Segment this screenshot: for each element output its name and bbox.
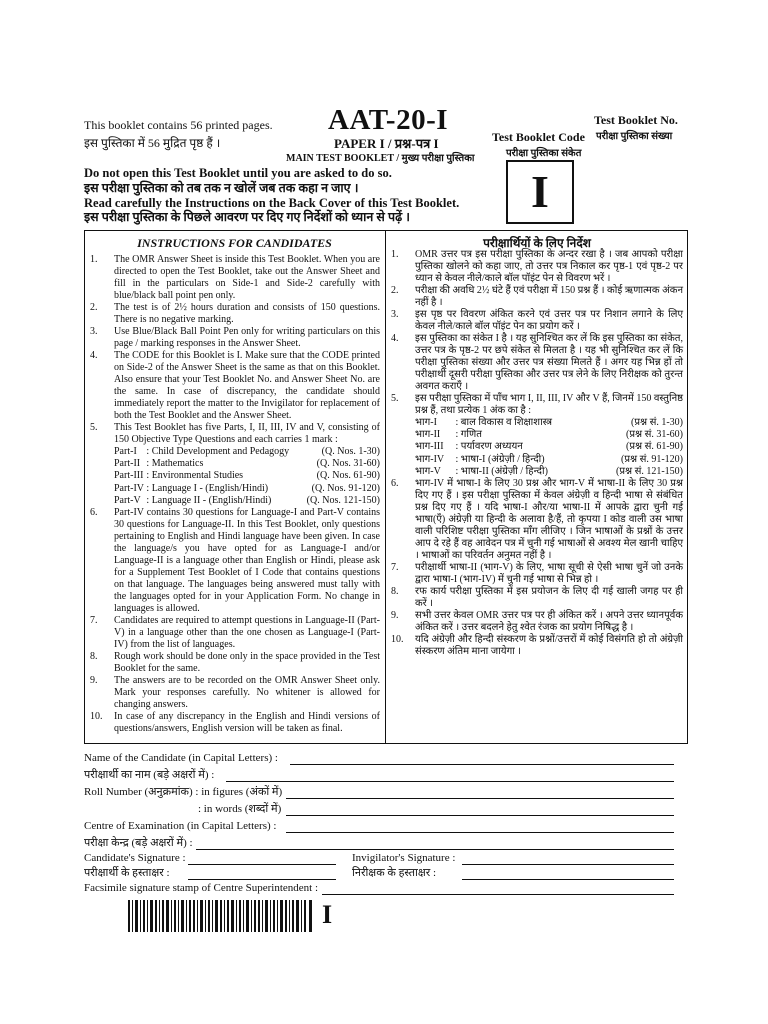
booklet-number-label-hi: परीक्षा पुस्तिका संख्या bbox=[596, 131, 673, 142]
instruction-item: 9. सभी उत्तर केवल OMR उत्तर पत्र पर ही अंकित करें । अपने उत्तर ध्यानपूर्वक अंकित करें । उत्तर बदलने हेतु श्वेत रंजक का प्रयोग निषिद्ध है । bbox=[391, 610, 683, 634]
candidate-signature-field[interactable] bbox=[188, 864, 336, 865]
invigilator-signature-label-en: Invigilator's Signature : bbox=[352, 852, 456, 864]
roll-number-words-label: : in words (शब्दों में) bbox=[198, 803, 282, 815]
column-divider bbox=[385, 230, 386, 744]
warning-line: Read carefully the Instructions on the Back Cover of this Test Booklet. bbox=[84, 195, 460, 210]
instructions-list-hi bbox=[387, 249, 683, 658]
table-row: भाग-IV : भाषा-I (अंग्रेज़ी / हिन्दी) (प्रश्न सं. 91-120) bbox=[415, 453, 683, 465]
invigilator-signature-hi-field[interactable] bbox=[462, 879, 674, 880]
warning-block bbox=[84, 166, 459, 225]
table-row: Part-III : Environmental Studies (Q. Nos. 61-90) bbox=[114, 470, 380, 482]
table-row: भाग-V : भाषा-II (अंग्रेज़ी / हिन्दी) (प्रश्न सं. 121-150) bbox=[415, 465, 683, 477]
paper-label: PAPER I / प्रश्न-पत्र I bbox=[334, 136, 439, 151]
invigilator-signature-label-hi: निरीक्षक के हस्ताक्षर : bbox=[352, 867, 437, 879]
candidate-name-hi-field[interactable] bbox=[226, 781, 674, 782]
table-row: Part-IV : Language I - (English/Hindi) (Q. Nos. 91-120) bbox=[114, 482, 380, 494]
booklet-code-label-en: Test Booklet Code bbox=[492, 130, 585, 144]
instructions-heading-hi: परीक्षार्थियों के लिए निर्देश bbox=[483, 236, 591, 250]
table-row: भाग-I : बाल विकास व शिक्षाशास्त्र (प्रश्न सं. 1-30) bbox=[415, 417, 683, 428]
candidate-name-label-en: Name of the Candidate (in Capital Letters) : bbox=[84, 752, 278, 764]
instruction-item: 8. Rough work should be done only in the space provided in the Test Booklet for the same. bbox=[90, 651, 380, 675]
exam-code-title: AAT-20-I bbox=[328, 104, 449, 136]
centre-label-en: Centre of Examination (in Capital Letters) : bbox=[84, 820, 277, 832]
centre-hi-field[interactable] bbox=[196, 849, 674, 850]
instruction-item: 6. भाग-IV में भाषा-I के लिए 30 प्रश्न और भाग-V में भाषा-II के लिए 30 प्रश्न दिए गए हैं । इस परीक्षा पुस्तिका में केवल अंग्रेज़ी व हिन्दी भाषा से संबंधित प्रश्न दिए गए हैं । यदि भाषा-I और/या भाषा-II में आपके द्वारा चुनी गई भाषा(एँ) अंग्रेज़ी या हिन्दी के अलावा है/हैं, तो कृपया I कोड वाली उस भाषा वाली परिशिष्ट परीक्षा पुस्तिका माँग लीजिए । जिन भाषाओं के प्रश्नों के उत्तर आप दे रहे हैं वह आवेदन पत्र में चुनी गई भाषाओं से अवश्य मेल खानी चाहिए । भाषाओं का परिवर्तन अनुमत नहीं है । bbox=[391, 478, 683, 562]
roll-number-label: Roll Number (अनुक्रमांक) : in figures (अंकों में) bbox=[84, 786, 283, 798]
candidate-signature-label-en: Candidate's Signature : bbox=[84, 852, 186, 864]
booklet-code-box: I bbox=[506, 160, 574, 224]
instruction-item: 9. The answers are to be recorded on the OMR Answer Sheet only. Mark your responses carefully. No whitener is allowed for changing answers. bbox=[90, 675, 380, 711]
candidate-name-label-hi: परीक्षार्थी का नाम (बड़े अक्षरों में) : bbox=[84, 769, 215, 781]
instruction-item: 4. इस पुस्तिका का संकेत I है । यह सुनिश्चित कर लें कि इस पुस्तिका का संकेत, उत्तर पत्र के पृष्ठ-2 पर छपे संकेत से मिलता है । यह भी सुनिश्चित कर लें कि परीक्षा पुस्तिका संख्या और उत्तर पत्र संख्या मिलते हैं । अगर यह भिन्न हों तो परीक्षार्थी दूसरी परीक्षा पुस्तिका और उत्तर पत्र लेने के लिए निरीक्षक को तुरन्त अवगत कराएँ । bbox=[391, 333, 683, 392]
instruction-item: 2. परीक्षा की अवधि 2½ घंटे हैं एवं परीक्षा में 150 प्रश्न हैं । कोई ऋणात्मक अंकन नहीं है । bbox=[391, 285, 683, 308]
instructions-heading-en: INSTRUCTIONS FOR CANDIDATES bbox=[137, 236, 332, 250]
instruction-item: 3. Use Blue/Black Ball Point Pen only for writing particulars on this page / marking responses in the Answer Sheet. bbox=[90, 326, 380, 349]
instruction-item: 10. यदि अंग्रेज़ी और हिन्दी संस्करण के प्रश्नों/उत्तरों में कोई विसंगति हो तो अंग्रेज़ी संस्करण अंतिम माना जायेगा । bbox=[391, 634, 683, 658]
facsimile-label: Facsimile signature stamp of Centre Superintendent : bbox=[84, 882, 319, 894]
facsimile-field[interactable] bbox=[322, 894, 674, 895]
instruction-item: 4. The CODE for this Booklet is I. Make sure that the CODE printed on Side-2 of the Answer Sheet is the same as that on this Booklet. Also ensure that your Test Booklet No. and Answer Sheet No. are the same. In case of discrepancy, the candidate should immediately report the matter to the Invigilator for replacement of both the Test Booklet and the Answer Sheet. bbox=[90, 350, 380, 421]
warning-line: Do not open this Test Booklet until you are asked to do so. bbox=[84, 166, 392, 180]
warning-line: इस परीक्षा पुस्तिका को तब तक न खोलें जब तक कहा न जाए । bbox=[84, 180, 359, 195]
instruction-item: 2. The test is of 2½ hours duration and consists of 150 questions. There is no negative marking. bbox=[90, 302, 380, 325]
table-row: भाग-III : पर्यावरण अध्ययन (प्रश्न सं. 61-90) bbox=[415, 441, 683, 453]
main-booklet-label: MAIN TEST BOOKLET / मुख्य परीक्षा पुस्तिका bbox=[286, 153, 475, 164]
instruction-item: 1. The OMR Answer Sheet is inside this Test Booklet. When you are directed to open the Test Booklet, take out the Answer Sheet and fill in the particulars on Side-1 and Side-2 carefully with blue/black ball point pen only. bbox=[90, 254, 380, 301]
table-row: Part-V : Language II - (English/Hindi) (Q. Nos. 121-150) bbox=[114, 494, 380, 506]
instruction-item: 10. In case of any discrepancy in the English and Hindi versions of questions/answers, English version will be taken as final. bbox=[90, 711, 380, 735]
instruction-item: 7. Candidates are required to attempt questions in Language-II (Part-V) in a language other than the one chosen as Language-I (Part-IV) from the list of languages. bbox=[90, 615, 380, 651]
roll-number-figures-field[interactable] bbox=[286, 798, 674, 799]
page-count-hi: इस पुस्तिका में 56 मुद्रित पृष्ठ हैं । bbox=[84, 136, 221, 150]
instruction-item: 1. OMR उत्तर पत्र इस परीक्षा पुस्तिका के अन्दर रखा है । जब आपको परीक्षा पुस्तिका खोलने को कहा जाए, तो उत्तर पत्र निकाल कर पृष्ठ-1 एवं पृष्ठ-2 पर ध्यान से केवल नीले/काले बॉल पॉइंट पेन से विवरण भरें । bbox=[391, 249, 683, 284]
candidate-signature-label-hi: परीक्षार्थी के हस्ताक्षर : bbox=[84, 867, 170, 879]
table-row: Part-II : Mathematics (Q. Nos. 31-60) bbox=[114, 458, 380, 470]
instruction-item: 3. इस पृष्ठ पर विवरण अंकित करने एवं उत्तर पत्र पर निशान लगाने के लिए केवल नीले/काले बॉल पॉइंट पेन का प्रयोग करें । bbox=[391, 309, 683, 332]
booklet-code-label-hi: परीक्षा पुस्तिका संकेत bbox=[506, 148, 582, 159]
parts-table-hi bbox=[415, 417, 683, 478]
bottom-booklet-code: I bbox=[322, 900, 333, 929]
instruction-item: 6. Part-IV contains 30 questions for Language-I and Part-V contains 30 questions for Language-II. In this Test Booklet, only questions pertaining to English and Hindi language have been given. In case the language/s you have opted for as Language-I and/or Language-II is a language other than English or Hindi, please ask for a Supplement Test Booklet of I Code that contains questions on that language. The languages being answered must tally with the languages opted for in your Application Form. No change in languages is allowed. bbox=[90, 507, 380, 615]
table-row: भाग-II : गणित (प्रश्न सं. 31-60) bbox=[415, 429, 683, 441]
centre-label-hi: परीक्षा केन्द्र (बड़े अक्षरों में) : bbox=[84, 837, 193, 849]
invigilator-signature-field[interactable] bbox=[462, 864, 674, 865]
table-row: Part-I : Child Development and Pedagogy (Q. Nos. 1-30) bbox=[114, 446, 380, 457]
page-count-en: This booklet contains 56 printed pages. bbox=[84, 118, 273, 132]
centre-field[interactable] bbox=[286, 832, 674, 833]
booklet-number-label-en: Test Booklet No. bbox=[594, 113, 678, 127]
instruction-item: 5. This Test Booklet has five Parts, I, II, III, IV and V, consisting of 150 Objective Type Questions and each carries 1 mark : Part-I : Child Development and Pedagogy (Q. Nos. 1-30) Part-II : Mathematics (Q. Nos. 31-60) Part-III : Environmental Studies (Q. Nos. 61-90) Part-IV : Language I - (English/Hindi) (Q. Nos. 91-120) Part-V : Language II - (English/Hindi) (Q. Nos. 121-150) bbox=[90, 422, 380, 506]
candidate-name-field[interactable] bbox=[290, 764, 674, 765]
instruction-item: 5. इस परीक्षा पुस्तिका में पाँच भाग I, II, III, IV और V हैं, जिनमें 150 वस्तुनिष्ठ प्रश्न हैं, तथा प्रत्येक 1 अंक का है : भाग-I : बाल विकास व शिक्षाशास्त्र (प्रश्न सं. 1-30) भाग-II : गणित (प्रश्न सं. 31-60) भाग-III : पर्यावरण अध्ययन (प्रश्न सं. 61-90) भाग-IV : भाषा-I (अंग्रेज़ी / हिन्दी) (प्रश्न सं. 91-120) भाग-V : भाषा-II (अंग्रेज़ी / हिन्दी) (प्रश्न सं. 121-150) bbox=[391, 393, 684, 477]
instructions-list-en bbox=[86, 254, 380, 735]
roll-number-words-field[interactable] bbox=[286, 815, 674, 816]
candidate-signature-hi-field[interactable] bbox=[188, 879, 336, 880]
barcode-icon bbox=[128, 900, 312, 932]
instruction-item: 8. रफ कार्य परीक्षा पुस्तिका में इस प्रयोजन के लिए दी गई खाली जगह पर ही करें । bbox=[391, 586, 683, 610]
parts-table-en bbox=[114, 446, 380, 507]
instruction-item: 7. परीक्षार्थी भाषा-II (भाग-V) के लिए, भाषा सूची से ऐसी भाषा चुनें जो उनके द्वारा भाषा-I (भाग-IV) में चुनी गई भाषा से भिन्न हो । bbox=[391, 562, 683, 586]
warning-line: इस परीक्षा पुस्तिका के पिछले आवरण पर दिए गए निर्देशों को ध्यान से पढ़ें । bbox=[84, 210, 410, 225]
